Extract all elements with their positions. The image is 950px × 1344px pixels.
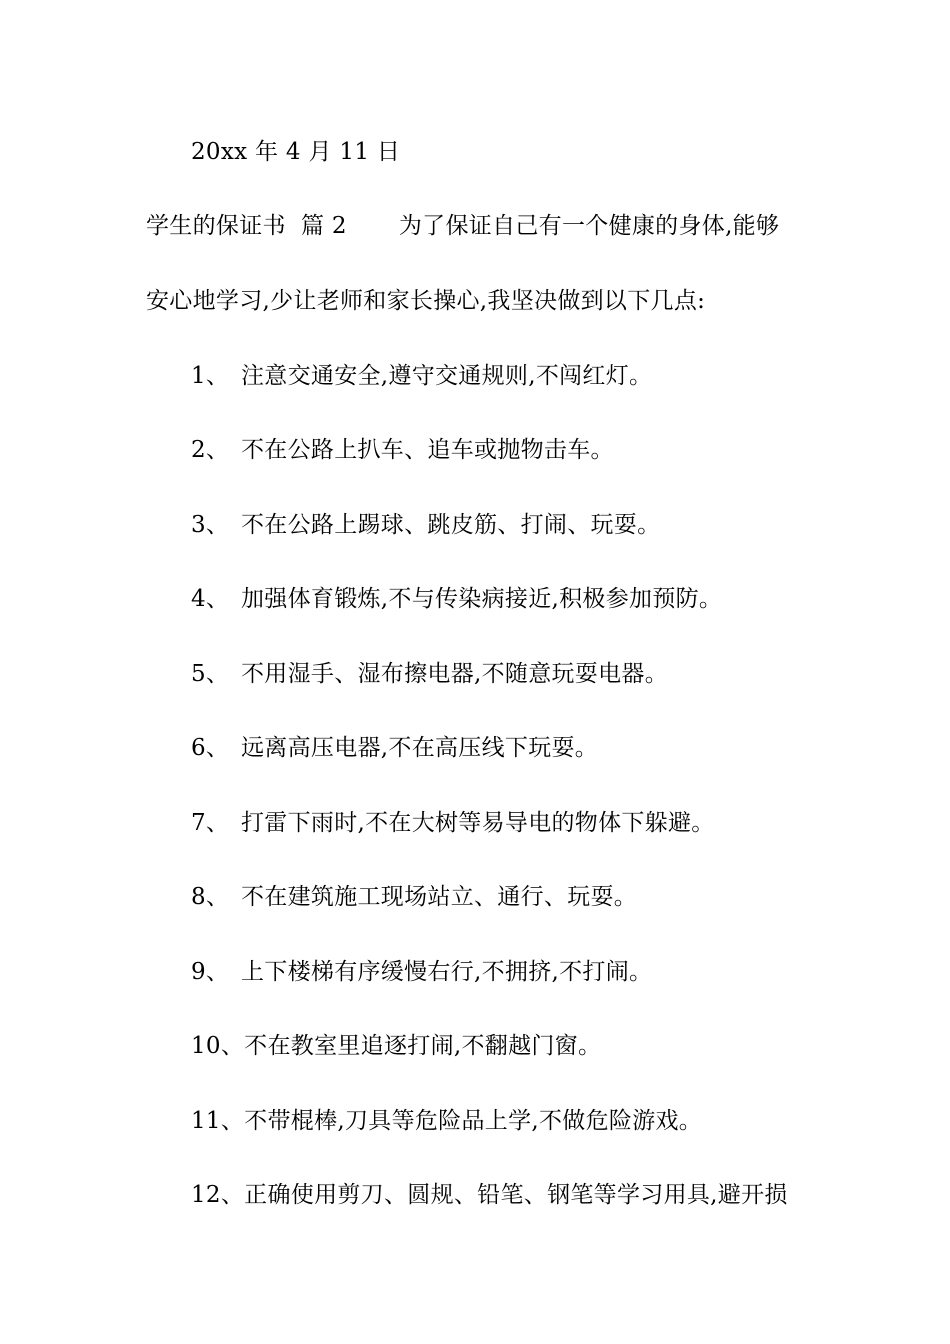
heading-intro-line (146, 211, 779, 241)
intro-text-part1: 为了保证自己有一个健康的身体,能够 (398, 213, 780, 239)
list-item-number: 3、 (191, 512, 230, 538)
list-item-number: 8、 (191, 884, 230, 910)
section-heading: 学生的保证书 篇 2 (146, 213, 347, 239)
list-item (191, 1180, 788, 1210)
list-item-number: 9、 (191, 959, 230, 985)
list-item (191, 584, 722, 614)
list-item (191, 1106, 702, 1136)
list-item (191, 659, 668, 689)
list-item-text: 打雷下雨时,不在大树等易导电的物体下躲避。 (241, 810, 715, 836)
list-item-number: 5、 (191, 661, 230, 687)
list-item-number: 2、 (191, 437, 230, 463)
date-line: 20xx 年 4 月 11 日 (191, 139, 401, 165)
list-item-number: 4、 (191, 586, 230, 612)
list-item-text: 注意交通安全,遵守交通规则,不闯红灯。 (241, 363, 653, 389)
list-item-text: 不带棍棒,刀具等危险品上学,不做危险游戏。 (244, 1108, 703, 1134)
list-item-text: 不在公路上踢球、跳皮筋、打闹、玩耍。 (241, 512, 661, 538)
list-item (191, 733, 598, 763)
list-item (191, 957, 652, 987)
list-item (191, 361, 652, 391)
list-item-text: 不在建筑施工现场站立、通行、玩耍。 (241, 884, 638, 910)
list-item-text: 不在教室里追逐打闹,不翻越门窗。 (244, 1033, 602, 1059)
list-item (191, 435, 614, 465)
list-item-number: 1、 (191, 363, 230, 389)
list-item-number: 10、 (191, 1033, 245, 1059)
intro-text-part2: 安心地学习,少让老师和家长操心,我坚决做到以下几点: (146, 288, 706, 314)
list-item-text: 正确使用剪刀、圆规、铅笔、钢笔等学习用具,避开损 (244, 1182, 788, 1208)
list-item-number: 6、 (191, 735, 230, 761)
list-item (191, 510, 660, 540)
list-item (191, 882, 637, 912)
list-item-text: 远离高压电器,不在高压线下玩耍。 (241, 735, 599, 761)
list-item-text: 加强体育锻炼,不与传染病接近,积极参加预防。 (241, 586, 723, 612)
list-item (191, 808, 715, 838)
list-item-text: 不在公路上扒车、追车或抛物击车。 (241, 437, 614, 463)
list-item-number: 12、 (191, 1182, 245, 1208)
list-item-text: 不用湿手、湿布擦电器,不随意玩耍电器。 (241, 661, 669, 687)
list-item-text: 上下楼梯有序缓慢右行,不拥挤,不打闹。 (241, 959, 653, 985)
list-item-number: 11、 (191, 1108, 245, 1134)
list-item-number: 7、 (191, 810, 230, 836)
list-item (191, 1031, 601, 1061)
